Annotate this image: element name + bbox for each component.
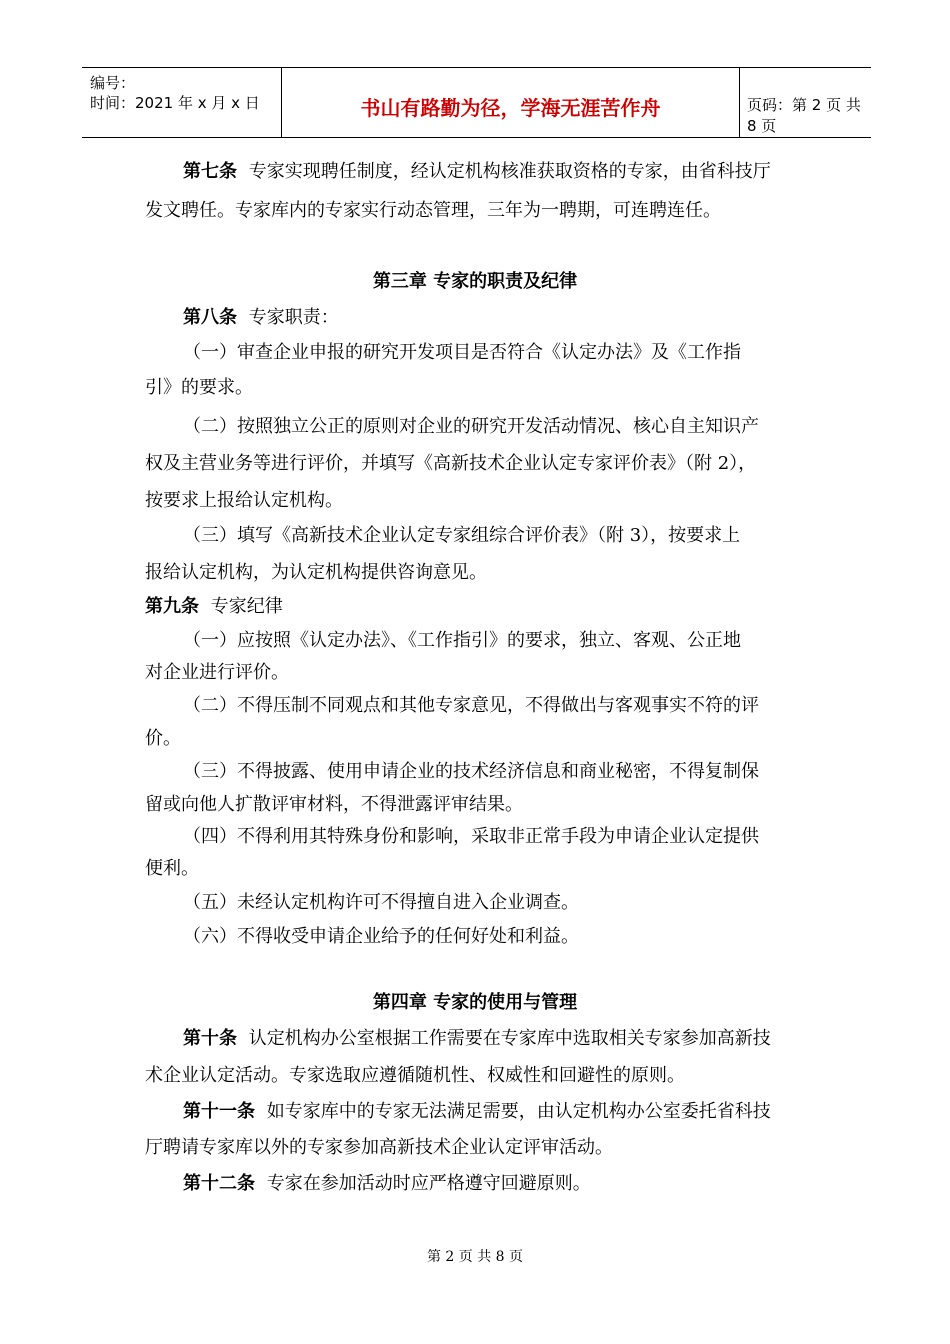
chapter-3-heading: 第三章 专家的职责及纪律	[372, 271, 578, 292]
article-9-item-1-line-1: （一）应按照《认定办法》、《工作指引》的要求，独立、客观、公正地	[183, 630, 741, 651]
article-9-item-2-line-1: （二）不得压制不同观点和其他专家意见，不得做出与客观事实不符的评	[183, 695, 759, 716]
article-8-item-2-line-2: 权及主营业务等进行评价，并填写《高新技术企业认定专家评价表》（附 2），	[145, 453, 757, 474]
article-7-line-1	[183, 161, 771, 183]
article-12-text: 专家在参加活动时应严格遵守回避原则。	[266, 1173, 591, 1194]
article-9-item-3-line-1: （三）不得披露、使用申请企业的技术经济信息和商业秘密，不得复制保	[183, 761, 759, 782]
header-page-info: 页码：第 2 页 共 8 页	[747, 96, 861, 135]
article-9-item-4-line-1: （四）不得利用其特殊身份和影响，采取非正常手段为申请企业认定提供	[183, 826, 759, 847]
article-9-title: 第九条	[145, 596, 199, 617]
header-page-cell	[739, 68, 871, 137]
article-7-text: 专家实现聘任制度，经认定机构核准获取资格的专家，由省科技厅	[248, 161, 771, 182]
article-8-item-1-line-1: （一）审查企业申报的研究开发项目是否符合《认定办法》及《工作指	[183, 342, 741, 363]
article-9-item-6: （六）不得收受申请企业给予的任何好处和利益。	[183, 926, 579, 947]
article-10-line-2: 术企业认定活动。专家选取应遵循随机性、权威性和回避性的原则。	[145, 1065, 685, 1086]
article-9-line	[145, 596, 283, 618]
header-motto-cell	[281, 68, 740, 137]
article-9-item-1-line-2: 对企业进行评价。	[145, 662, 289, 683]
article-11-title: 第十一条	[183, 1101, 255, 1122]
article-9-item-4-line-2: 便利。	[145, 858, 199, 879]
article-9-item-2-line-2: 价。	[145, 728, 181, 749]
article-11-line-2: 厅聘请专家库以外的专家参加高新技术企业认定评审活动。	[145, 1137, 613, 1158]
article-11-text: 如专家库中的专家无法满足需要，由认定机构办公室委托省科技	[266, 1101, 771, 1122]
doc-date-label: 时间：2021 年 x 月 x 日	[90, 94, 260, 112]
article-8-text: 专家职责：	[248, 307, 339, 328]
article-12-line-1	[183, 1173, 591, 1195]
page-header	[82, 67, 871, 138]
header-meta-cell	[82, 68, 281, 137]
article-8-item-2-line-1: （二）按照独立公正的原则对企业的研究开发活动情况、核心自主知识产	[183, 416, 759, 437]
article-10-text: 认定机构办公室根据工作需要在专家库中选取相关专家参加高新技	[248, 1028, 771, 1049]
page-footer: 第 2 页 共 8 页	[426, 1249, 524, 1265]
article-8-item-3-line-2: 报给认定机构，为认定机构提供咨询意见。	[145, 562, 487, 583]
article-8-item-2-line-3: 按要求上报给认定机构。	[145, 490, 343, 511]
article-9-text: 专家纪律	[210, 596, 283, 617]
header-motto: 书山有路勤为径，学海无涯苦作舟	[360, 96, 661, 120]
article-9-item-5: （五）未经认定机构许可不得擅自进入企业调查。	[183, 892, 579, 913]
article-7-line-2: 发文聘任。专家库内的专家实行动态管理，三年为一聘期，可连聘连任。	[145, 200, 721, 221]
article-8-line	[183, 307, 339, 329]
chapter-4-heading: 第四章 专家的使用与管理	[372, 992, 578, 1013]
article-12-title: 第十二条	[183, 1173, 255, 1194]
article-10-title: 第十条	[183, 1028, 237, 1049]
article-11-line-1	[183, 1101, 771, 1123]
doc-number-label: 编号：	[90, 74, 136, 92]
article-10-line-1	[183, 1028, 771, 1050]
article-7-title: 第七条	[183, 161, 237, 182]
article-8-item-3-line-1: （三）填写《高新技术企业认定专家组综合评价表》（附 3），按要求上	[183, 525, 741, 546]
article-8-item-1-line-2: 引》的要求。	[145, 377, 253, 398]
article-9-item-3-line-2: 留或向他人扩散评审材料，不得泄露评审结果。	[145, 794, 523, 815]
article-8-title: 第八条	[183, 307, 237, 328]
